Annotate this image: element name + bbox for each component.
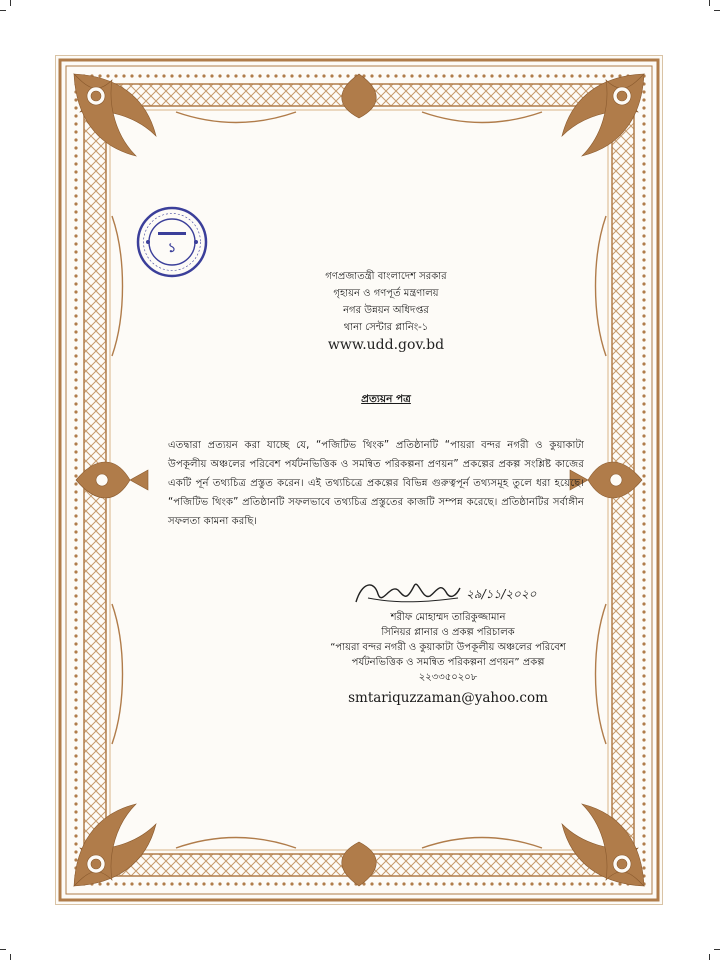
signatory-designation: সিনিয়র প্লানার ও প্রকল্প পরিচালক xyxy=(381,627,515,638)
handwritten-signature xyxy=(348,576,548,610)
crop-mark-top-right-v xyxy=(709,0,710,6)
crop-mark-top-right-h xyxy=(714,10,720,11)
crop-mark-top-left-v xyxy=(10,0,11,6)
signatory-phone: ২২৩৩৫০২০৮ xyxy=(418,672,478,683)
signatory-email: smtariquzzaman@yahoo.com xyxy=(348,690,548,706)
official-seal-stamp xyxy=(136,206,208,278)
crop-mark-bottom-right-h xyxy=(714,949,720,950)
crop-mark-bottom-right-v xyxy=(709,954,710,960)
document-title: প্রত্যয়ন পত্র xyxy=(361,393,411,405)
seal-number: ১ xyxy=(167,241,177,256)
signature-date: ২৯/১১/২০২০ xyxy=(466,587,537,601)
project-name-line2: পর্যটনভিত্তিক ও সমন্বিত পরিকল্পনা প্রণয়ন” প্রকল্প xyxy=(351,657,545,668)
certificate-body: এতদ্বারা প্রত্যয়ন করা যাচ্ছে যে, “পজিটিভ থিংক” প্রতিষ্ঠানটি “পায়রা বন্দর নগরী ও কুয়াকাটা উপকূলীয় অঞ্চলের পরিবেশ পর্যটনভিত্তিক ও সমন্বিত পরিকল্পনা প্রণয়ন” প্রকল্পের প্রকল্প সংশ্লিষ্ট কাজের একটি পূর্ন তথ্যচিত্র প্রস্তুত করেন। এই তথ্যচিত্রে প্রকল্পের বিভিন্ন গুরুত্বপূর্ন তথ্যসমূহ তুলে ধরা হয়েছে। “পজিটিভ থিংক” প্রতিষ্ঠানটি সফলভাবে তথ্যচিত্র প্রস্তুতের কাজটি সম্পন্ন করেছে। প্রতিষ্ঠানটির সর্বাঙ্গীন সফলতা কামনা করছি। xyxy=(168,440,584,527)
project-name-line1: “পায়রা বন্দর নগরী ও কুয়াকাটা উপকূলীয় অঞ্চলের পরিবেশ xyxy=(330,642,566,653)
crop-mark-top-left-h xyxy=(0,10,6,11)
header-office: থানা সেন্টার প্লানিং-১ xyxy=(343,322,429,333)
office-header xyxy=(250,268,522,354)
signatory-name: শরীফ মোহাম্মদ তারিকুজ্জামান xyxy=(390,612,506,623)
header-department: নগর উন্নয়ন অধিদপ্তর xyxy=(343,305,429,316)
signature-block xyxy=(300,576,596,706)
header-website: www.udd.gov.bd xyxy=(327,337,445,353)
crop-mark-bottom-left-h xyxy=(0,949,6,950)
header-ministry: গৃহায়ন ও গণপূর্ত মন্ত্রণালয় xyxy=(333,288,439,299)
header-government: গণপ্রজাতন্ত্রী বাংলাদেশ সরকার xyxy=(325,271,447,282)
crop-mark-bottom-left-v xyxy=(10,954,11,960)
